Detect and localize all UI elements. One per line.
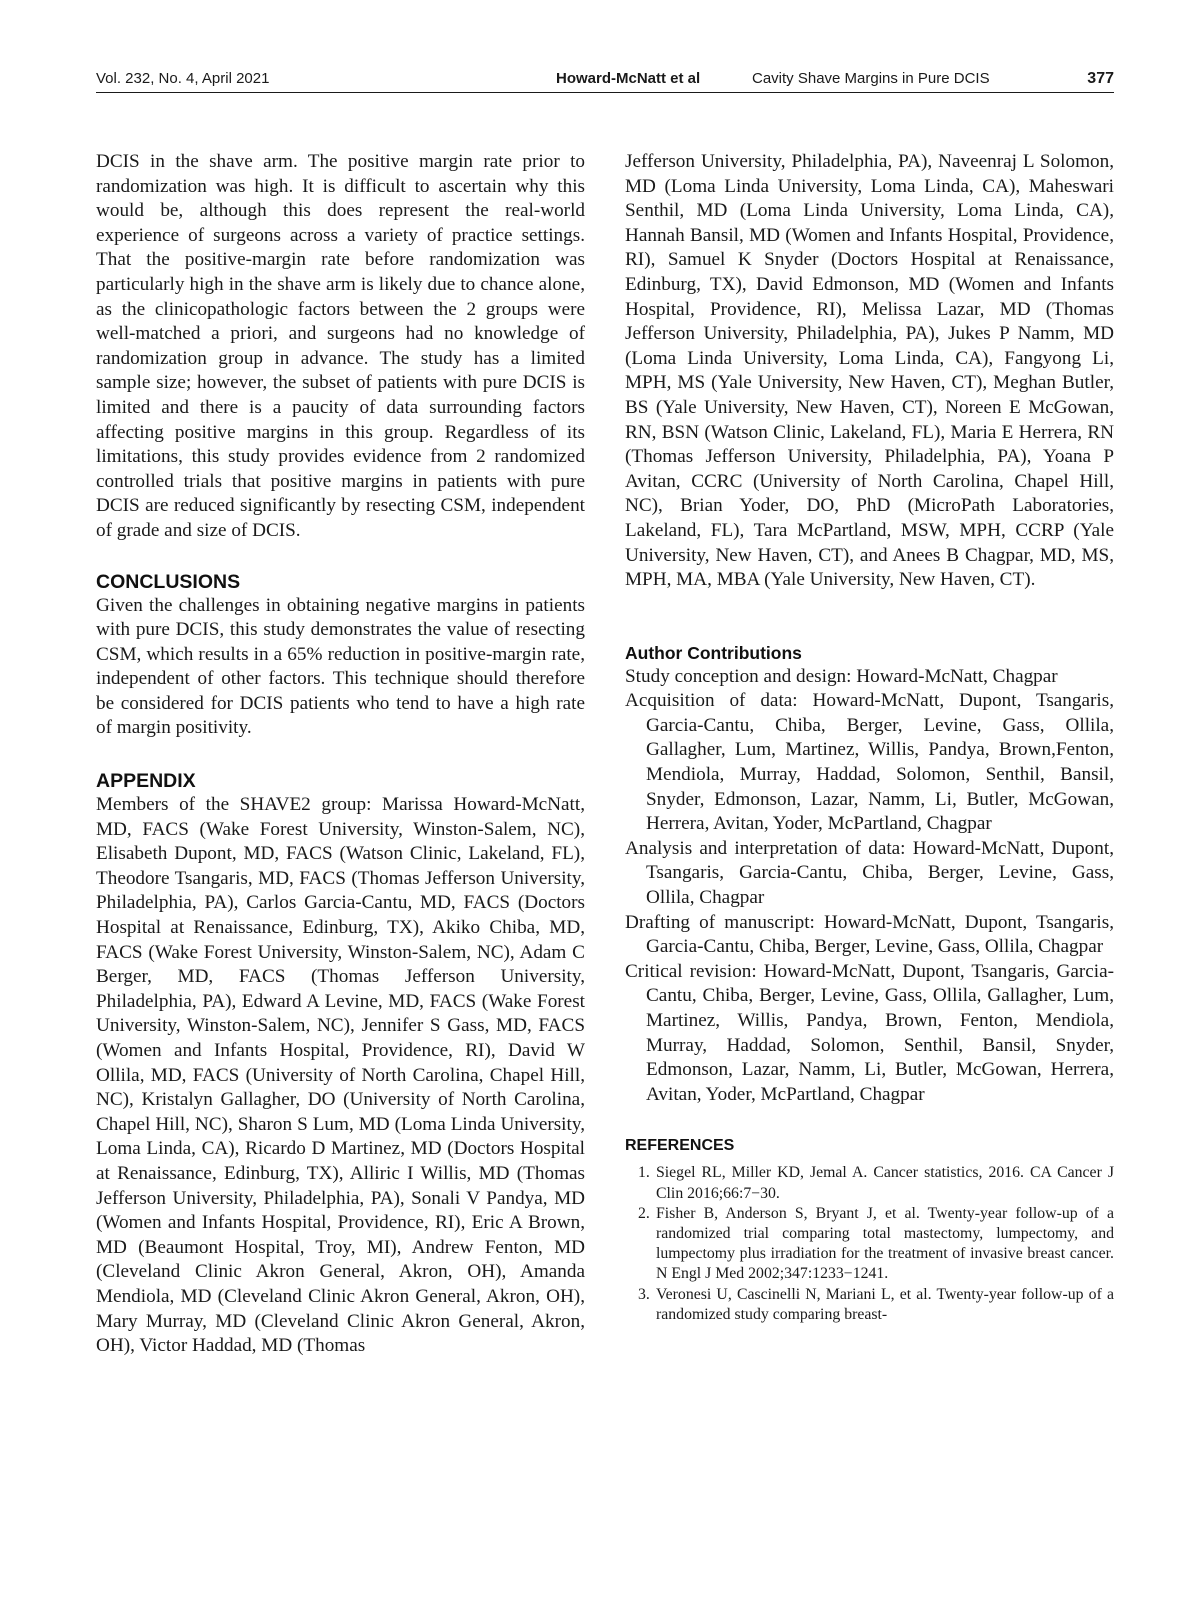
reference-text: Siegel RL, Miller KD, Jemal A. Cancer statistics, 2016. CA Cancer J Clin 2016;66:7−30.	[656, 1164, 1114, 1202]
journal-volume: Vol. 232, No. 4, April 2021	[96, 70, 270, 87]
conclusions-paragraph: Given the challenges in obtaining negative margins in patients with pure DCIS, this study demonstrates the value of resecting CSM, which results in a 65% reduction in positive-margin rate, independent of other factors. This technique should therefore be considered for DCIS patients who tend to have a high rate of margin positivity.	[96, 594, 585, 739]
contribution-item: Analysis and interpretation of data: Howard-McNatt, Dupont, Tsangaris, Garcia-Cantu, Chiba, Berger, Levine, Gass, Ollila, Chagpar	[625, 837, 1114, 909]
reference-item	[625, 1285, 1114, 1325]
right-column	[625, 150, 1114, 1325]
contribution-item: Critical revision: Howard-McNatt, Dupont, Tsangaris, Garcia-Cantu, Chiba, Berger, Levine, Gass, Ollila, Gallagher, Lum, Martinez, Willis, Pandya, Brown, Fenton, Mendiola, Murray, Haddad, Solomon, Senthil, Bansil, Snyder, Edmonson, Lazar, Namm, Li, Butler, McGowan, Herrera, Avitan, Yoder, McPartland, Chagpar	[625, 960, 1114, 1105]
references-heading: REFERENCES	[625, 1137, 735, 1155]
references-list	[625, 1163, 1114, 1325]
running-title: Cavity Shave Margins in Pure DCIS	[752, 70, 990, 87]
reference-item	[625, 1163, 1114, 1203]
reference-item	[625, 1204, 1114, 1285]
running-authors: Howard-McNatt et al	[556, 70, 701, 87]
discussion-paragraph: DCIS in the shave arm. The positive margin rate prior to randomization was high. It is difficult to ascertain why this would be, although this does represent the real-world experience of surgeons across a variety of practice settings. That the positive-margin rate before randomization was particularly high in the shave arm is likely due to chance alone, as the clinicopathologic factors between the 2 groups were well-matched a priori, and surgeons had no knowledge of randomization group in advance. The study has a limited sample size; however, the subset of patients with pure DCIS is limited and there is a paucity of data surrounding factors affecting positive margins in this group. Regardless of its limitations, this study provides evidence from 2 randomized controlled trials that positive margins in patients with pure DCIS are reduced significantly by resecting CSM, independent of grade and size of DCIS.	[96, 151, 585, 541]
left-column	[96, 150, 585, 1359]
reference-number: 1.	[638, 1164, 650, 1182]
contribution-item: Acquisition of data: Howard-McNatt, Dupont, Tsangaris, Garcia-Cantu, Chiba, Berger, Levine, Gass, Ollila, Gallagher, Lum, Martinez, Willis, Pandya, Brown,Fenton, Mendiola, Murray, Haddad, Solomon, Senthil, Bansil, Snyder, Edmonson, Lazar, Namm, Li, Butler, McGowan, Herrera, Avitan, Yoder, McPartland, Chagpar	[625, 690, 1114, 835]
conclusions-heading: CONCLUSIONS	[96, 570, 241, 593]
appendix-continued-paragraph: Jefferson University, Philadelphia, PA), Naveenraj L Solomon, MD (Loma Linda University, Loma Linda, CA), Maheswari Senthil, MD (Loma Linda University, Loma Linda, CA), Hannah Bansil, MD (Women and Infants Hospital, Providence, RI), Samuel K Snyder (Doctors Hospital at Renaissance, Edinburg, TX), David Edmonson, MD (Women and Infants Hospital, Providence, RI), Melissa Lazar, MD (Thomas Jefferson University, Philadelphia, PA), Jukes P Namm, MD (Loma Linda University, Loma Linda, CA), Fangyong Li, MPH, MS (Yale University, New Haven, CT), Meghan Butler, BS (Yale University, New Haven, CT), Noreen E McGowan, RN, BSN (Watson Clinic, Lakeland, FL), Maria E Herrera, RN (Thomas Jefferson University, Philadelphia, PA), Yoana P Avitan, CCRC (University of North Carolina, Chapel Hill, NC), Brian Yoder, DO, PhD (MicroPath Laboratories, Lakeland, FL), Tara McPartland, MSW, MPH, CCRP (Yale University, New Haven, CT), and Anees B Chagpar, MD, MS, MPH, MA, MBA (Yale University, New Haven, CT).	[625, 151, 1114, 591]
reference-text: Fisher B, Anderson S, Bryant J, et al. Twenty-year follow-up of a randomized trial comparing total mastectomy, lumpectomy, and lumpectomy plus irradiation for the treatment of invasive breast cancer. N Engl J Med 2002;347:1233−1241.	[656, 1204, 1114, 1283]
contribution-item: Drafting of manuscript: Howard-McNatt, Dupont, Tsangaris, Garcia-Cantu, Chiba, Berger, Levine, Gass, Ollila, Chagpar	[625, 911, 1114, 958]
reference-number: 3.	[638, 1285, 650, 1303]
reference-text: Veronesi U, Cascinelli N, Mariani L, et al. Twenty-year follow-up of a randomized study comparing breast-	[656, 1285, 1114, 1323]
page-number: 377	[1087, 70, 1114, 87]
author-contributions-list	[625, 665, 1114, 1108]
appendix-paragraph: Members of the SHAVE2 group: Marissa Howard-McNatt, MD, FACS (Wake Forest University, Winston-Salem, NC), Elisabeth Dupont, MD, FACS (Watson Clinic, Lakeland, FL), Theodore Tsangaris, MD, FACS (Thomas Jefferson University, Philadelphia, PA), Carlos Garcia-Cantu, MD, FACS (Doctors Hospital at Renaissance, Edinburg, TX), Akiko Chiba, MD, FACS (Wake Forest University, Winston-Salem, NC), Adam C Berger, MD, FACS (Thomas Jefferson University, Philadelphia, PA), Edward A Levine, MD, FACS (Wake Forest University, Winston-Salem, NC), Jennifer S Gass, MD, FACS (Women and Infants Hospital, Providence, RI), David W Ollila, MD, FACS (University of North Carolina, Chapel Hill, NC), Kristalyn Gallagher, DO (University of North Carolina, Chapel Hill, NC), Sharon S Lum, MD (Loma Linda University, Loma Linda, CA), Ricardo D Martinez, MD (Doctors Hospital at Renaissance, Edinburg, TX), Alliric I Willis, MD (Thomas Jefferson University, Philadelphia, PA), Sonali V Pandya, MD (Women and Infants Hospital, Providence, RI), Eric A Brown, MD (Beaumont Hospital, Troy, MI), Andrew Fenton, MD (Cleveland Clinic Akron General, Akron, OH), Amanda Mendiola, MD (Cleveland Clinic Akron General, Akron, OH), Mary Murray, MD (Cleveland Clinic Akron General, Akron, OH), Victor Haddad, MD (Thomas	[96, 794, 585, 1357]
author-contributions-heading: Author Contributions	[625, 642, 802, 663]
contribution-item: Study conception and design: Howard-McNatt, Chagpar	[625, 665, 1058, 687]
appendix-heading: APPENDIX	[96, 770, 196, 793]
running-header	[96, 66, 1114, 93]
reference-number: 2.	[638, 1204, 650, 1222]
